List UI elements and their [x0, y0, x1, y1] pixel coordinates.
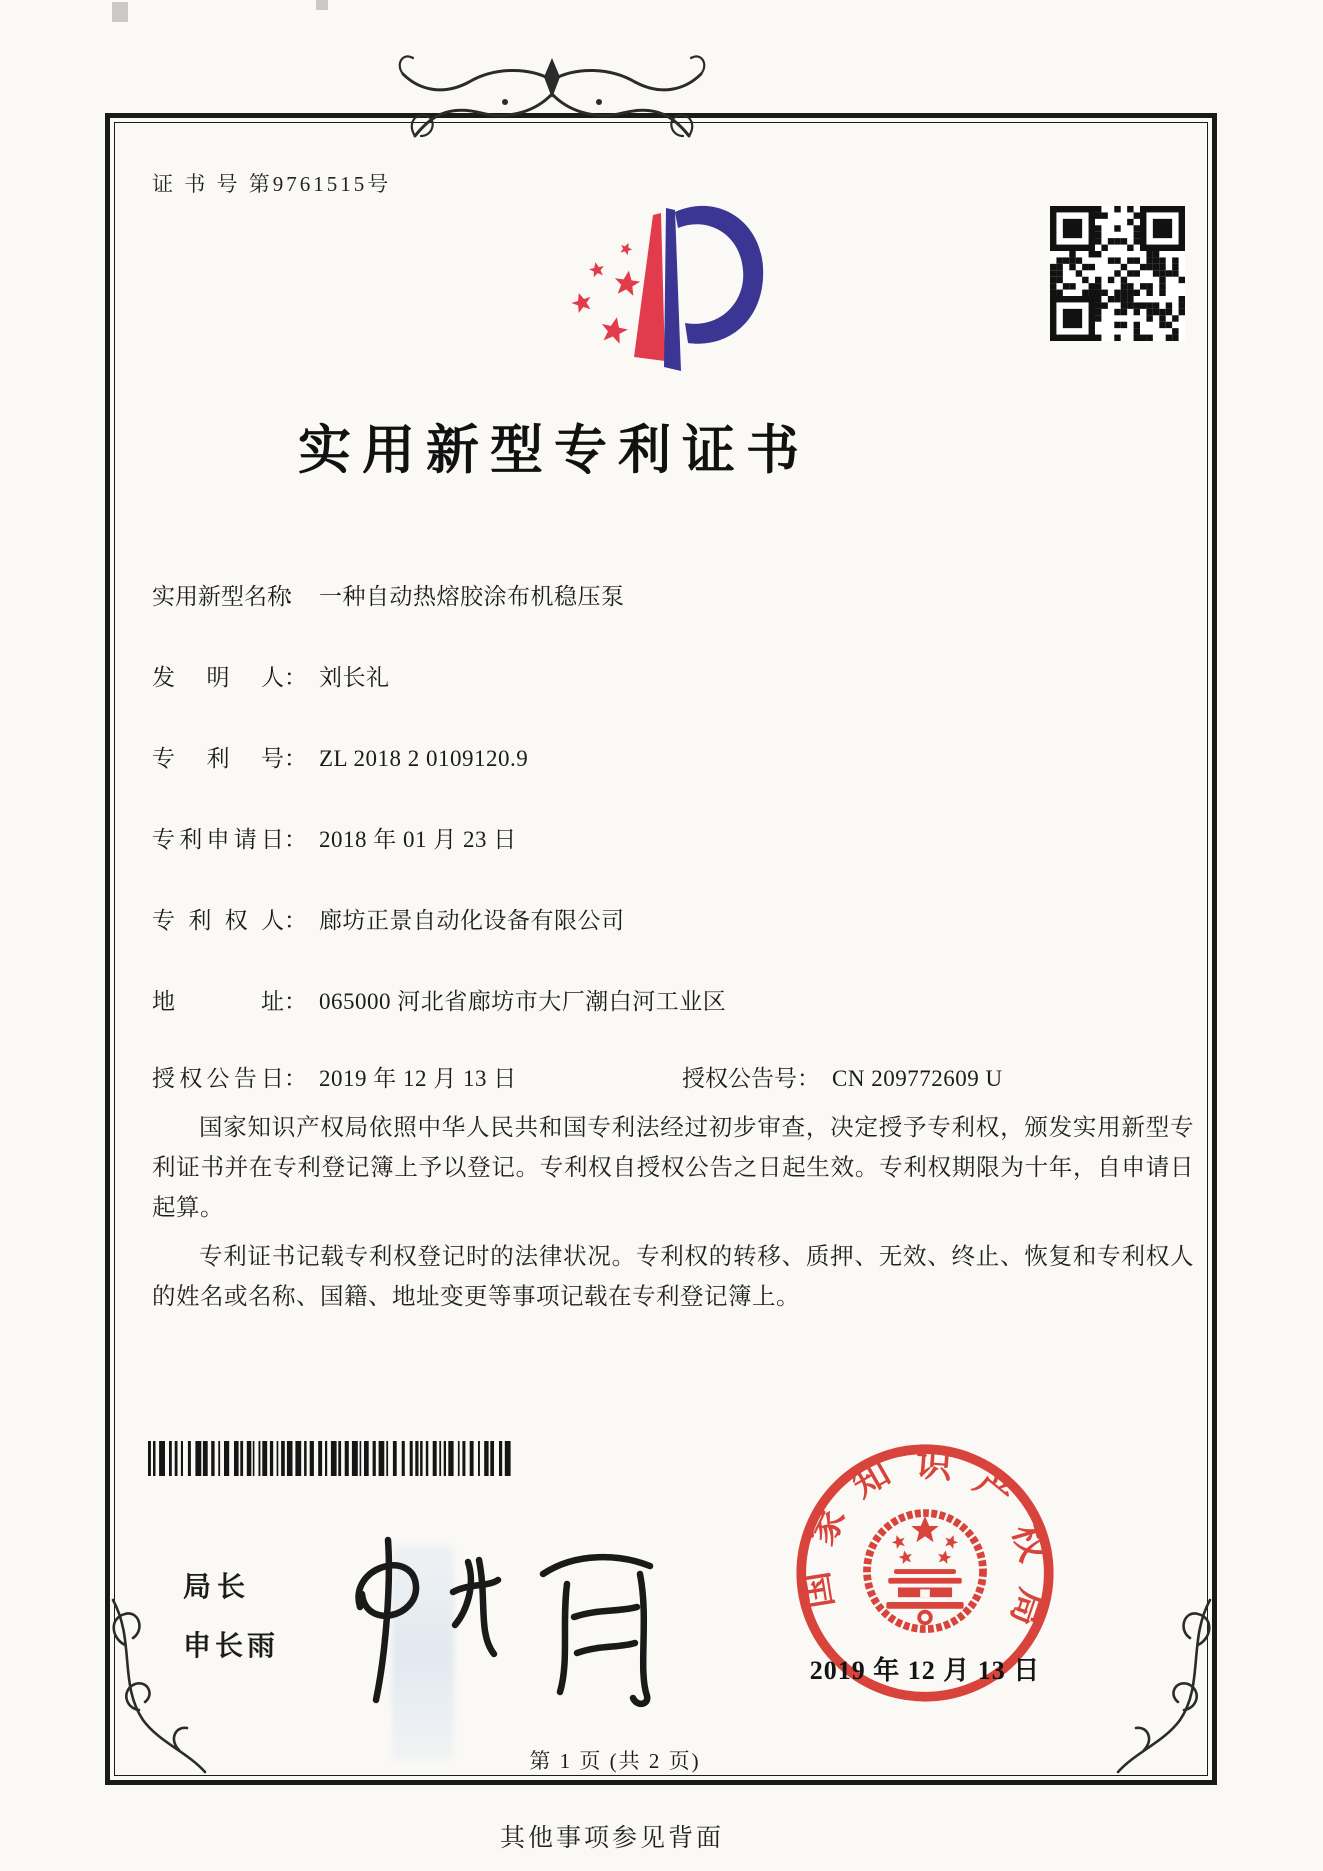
field-row-utility-model-name: [152, 578, 625, 612]
director-name: 申长雨: [183, 1631, 280, 1662]
back-side-note: 其他事项参见背面: [499, 1825, 724, 1852]
certificate-number: 证 书 号 第9761515号: [152, 172, 392, 196]
field-label: 专利申请日: [152, 827, 284, 852]
national-emblem-icon: [867, 1513, 983, 1629]
field-value: 一种自动热熔胶涂布机稳压泵: [319, 584, 625, 609]
field-colon: ：: [284, 584, 307, 609]
field-label: 专利权人: [152, 908, 284, 933]
field-value: 065000 河北省廊坊市大厂潮白河工业区: [319, 989, 727, 1014]
scan-artifact: [316, 0, 328, 10]
field-row-patentee: [152, 902, 625, 936]
field-value: 2018 年 01 月 23 日: [319, 827, 517, 852]
barcode: [148, 1441, 513, 1476]
field-colon: ：: [284, 1066, 307, 1091]
field-value: 廊坊正景自动化设备有限公司: [319, 908, 625, 933]
field-label: 地址: [152, 989, 284, 1014]
field-colon: ：: [797, 1066, 820, 1091]
director-signature: [318, 1512, 683, 1717]
seal-date: 2019 年 12 月 13 日: [809, 1656, 1041, 1685]
legal-text-block: [152, 1108, 1194, 1326]
field-row-address: [152, 983, 726, 1017]
cnipa-logo-icon: [552, 160, 777, 388]
field-colon: ：: [284, 908, 307, 933]
field-colon: ：: [284, 989, 307, 1014]
legal-paragraph-1: 国家知识产权局依照中华人民共和国专利法经过初步审查，决定授予专利权，颁发实用新型专利证书并在专利登记簿上予以登记。专利权自授权公告之日起生效。专利权期限为十年，自申请日起算。: [152, 1115, 1194, 1221]
field-row-inventor: [152, 659, 390, 693]
field-label: 授权公告日: [152, 1066, 284, 1091]
field-value: CN 209772609 U: [832, 1066, 1003, 1091]
field-label: 发明人: [152, 665, 284, 690]
field-value: 2019 年 12 月 13 日: [319, 1066, 517, 1091]
field-grant-number: [682, 1060, 1003, 1093]
field-row-patent-number: [152, 740, 528, 774]
legal-paragraph-2: 专利证书记载专利权登记时的法律状况。专利权的转移、质押、无效、终止、恢复和专利权人的姓名或名称、国籍、地址变更等事项记载在专利登记簿上。: [152, 1244, 1194, 1310]
field-label: 专利号: [152, 746, 284, 771]
field-row-grant: [152, 1060, 1003, 1094]
field-value: 刘长礼: [319, 665, 390, 690]
scan-artifact: [112, 2, 128, 22]
top-ornament-flourish: [385, 44, 720, 149]
qr-code: [1050, 206, 1185, 341]
field-label: 授权公告号: [682, 1066, 797, 1091]
field-row-filing-date: [152, 821, 517, 855]
seal-ring-text: 国家知识产权局: [794, 1442, 1055, 1632]
field-colon: ：: [284, 665, 307, 690]
field-value: ZL 2018 2 0109120.9: [319, 746, 529, 771]
page-number: 第 1 页 (共 2 页): [529, 1749, 701, 1773]
field-colon: ：: [284, 827, 307, 852]
certificate-title: 实用新型专利证书: [298, 422, 810, 480]
director-title: 局长: [183, 1572, 252, 1603]
field-colon: ：: [284, 746, 307, 771]
field-label: 实用新型名称: [152, 584, 290, 609]
